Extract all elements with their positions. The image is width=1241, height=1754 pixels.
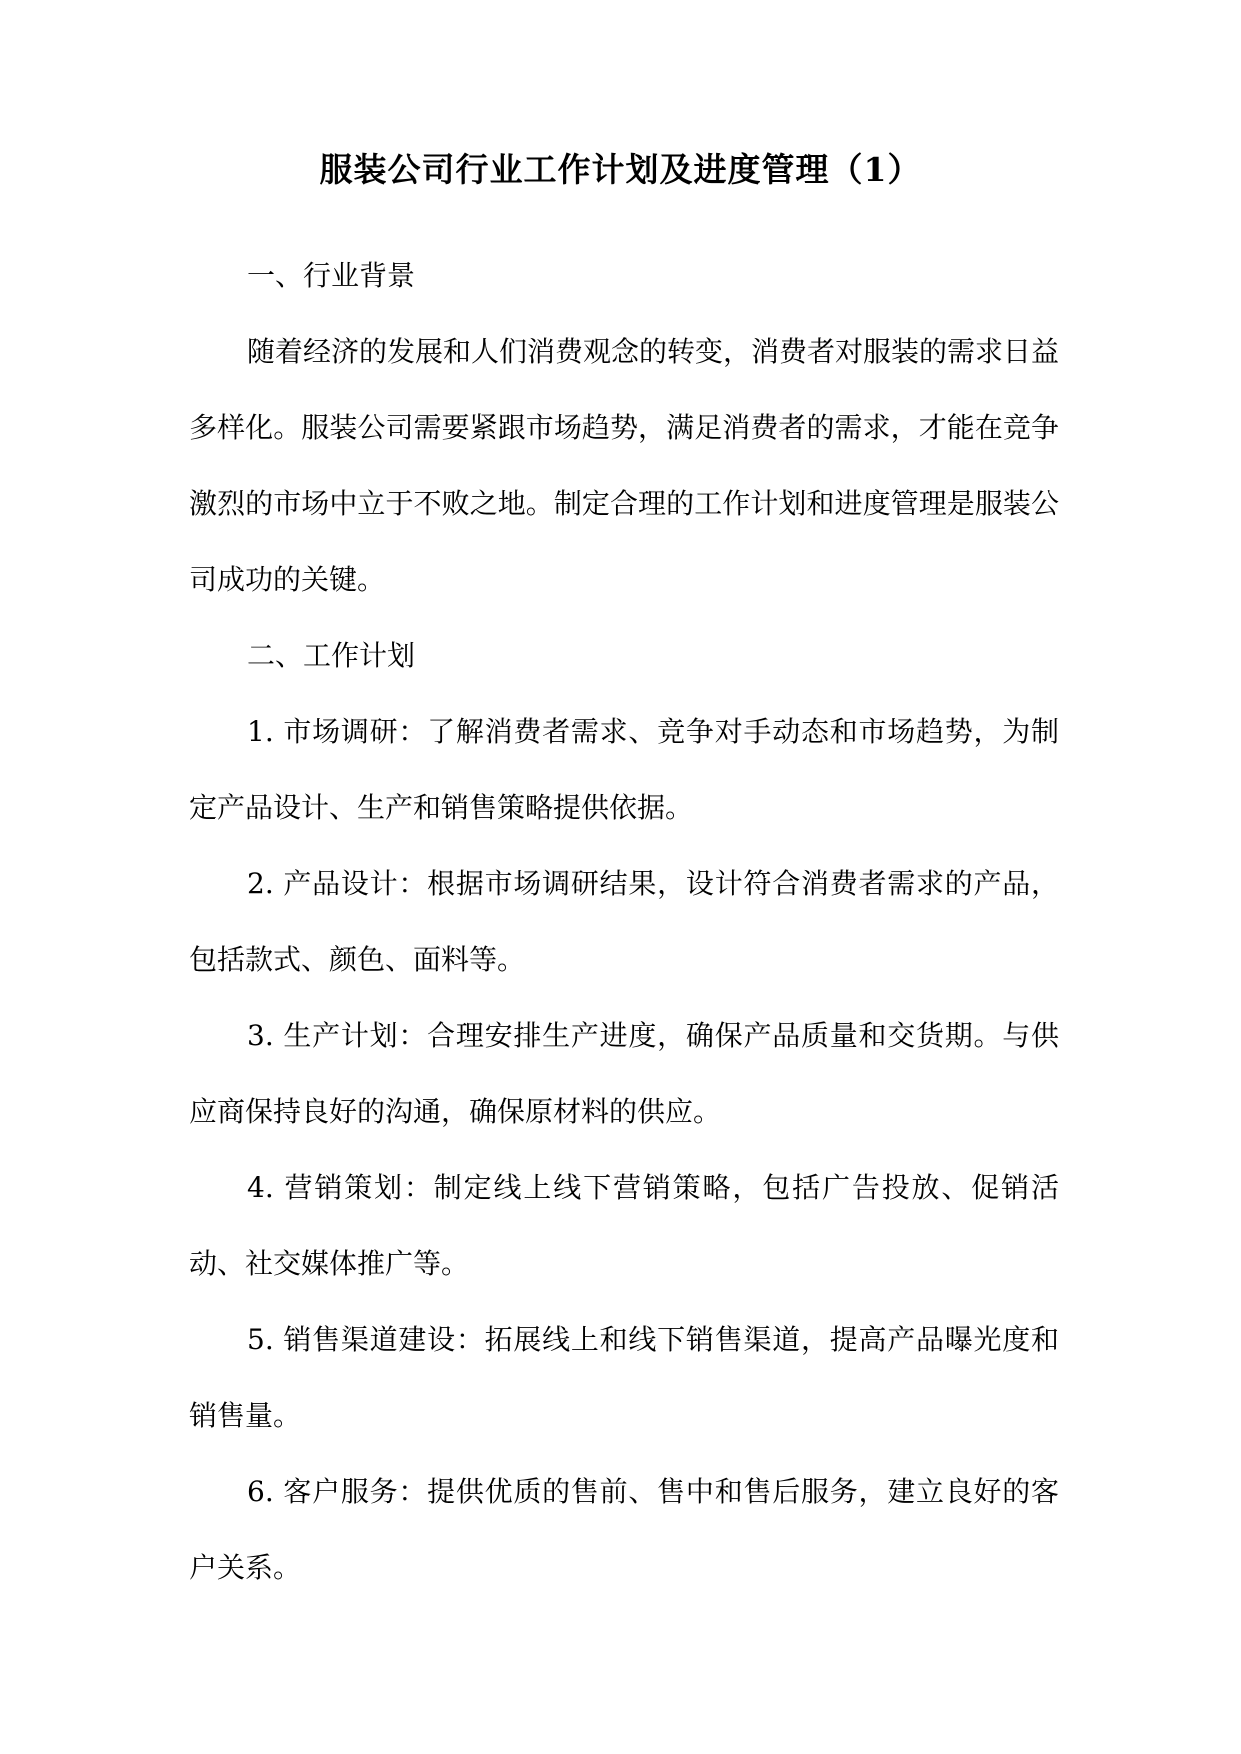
plan-item-customer-service: 6. 客户服务：提供优质的售前、售中和售后服务，建立良好的客户关系。 xyxy=(189,1475,1059,1584)
document-title: 服装公司行业工作计划及进度管理（1） xyxy=(319,150,922,189)
paragraph-industry-background: 随着经济的发展和人们消费观念的转变，消费者对服装的需求日益多样化。服装公司需要紧跟市场趋势，满足消费者的需求，才能在竞争激烈的市场中立于不败之地。制定合理的工作计划和进度管理是服装公司成功的关键。 xyxy=(189,335,1060,596)
section-heading-work-plan: 二、工作计划 xyxy=(247,639,416,672)
plan-item-product-design: 2. 产品设计：根据市场调研结果，设计符合消费者需求的产品，包括款式、颜色、面料等。 xyxy=(189,867,1059,976)
plan-item-marketing: 4. 营销策划：制定线上线下营销策略，包括广告投放、促销活动、社交媒体推广等。 xyxy=(189,1171,1059,1280)
section-heading-industry-background: 一、行业背景 xyxy=(247,259,416,292)
plan-item-production-plan: 3. 生产计划：合理安排生产进度，确保产品质量和交货期。与供应商保持良好的沟通，确保原材料的供应。 xyxy=(189,1019,1059,1128)
plan-item-sales-channels: 5. 销售渠道建设：拓展线上和线下销售渠道，提高产品曝光度和销售量。 xyxy=(189,1323,1059,1432)
document-body xyxy=(189,238,1059,1606)
plan-item-market-research: 1. 市场调研：了解消费者需求、竞争对手动态和市场趋势，为制定产品设计、生产和销售策略提供依据。 xyxy=(189,715,1059,824)
